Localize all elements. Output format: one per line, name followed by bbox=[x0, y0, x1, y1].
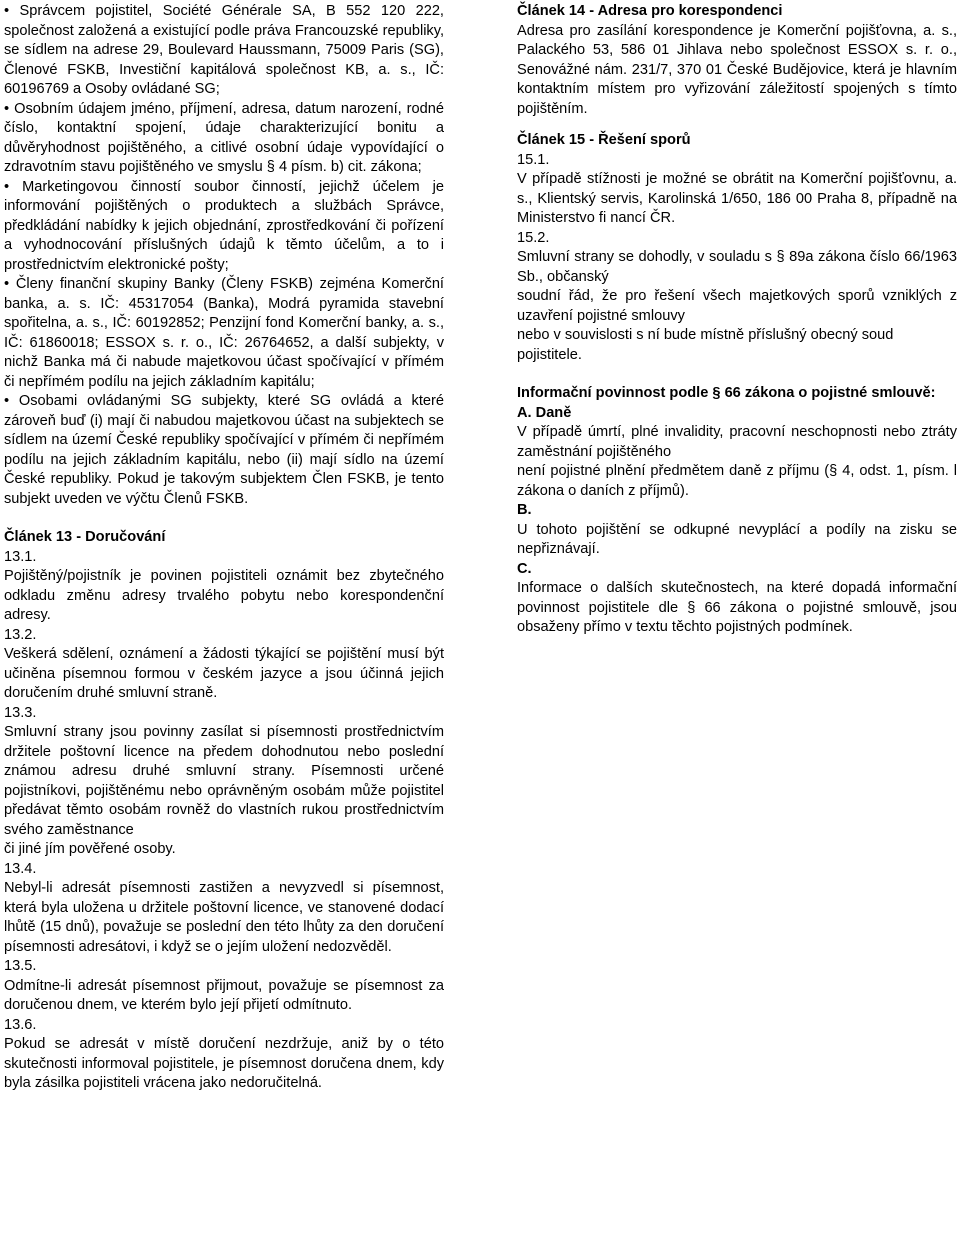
section-number: 13.4. bbox=[4, 860, 37, 877]
section-text: V případě stížnosti je možné se obrátit na Komerční pojišťovnu, a. s., Klientský servis, Karolinská 1/650, 186 00 Praha 8, případně na Ministerstvo fi nancí ČR. bbox=[517, 171, 957, 226]
article-15-heading: Článek 15 - Řešení sporů bbox=[517, 132, 691, 148]
section-number: 13.6. bbox=[4, 1016, 37, 1033]
section-text: či jiné jím pověřené osoby. bbox=[4, 841, 176, 857]
taxes-label: A. Daně bbox=[517, 404, 572, 421]
section-number: 15.2. bbox=[517, 229, 550, 246]
point-b-text: U tohoto pojištění se odkupné nevyplácí a podíly na zisku se nepřiznávají. bbox=[517, 521, 957, 557]
section-number: 13.5. bbox=[4, 958, 37, 974]
section-text: Smluvní strany se dohodly, v souladu s § 89a zákona číslo 66/1963 Sb., občanský bbox=[517, 249, 957, 285]
article-13-heading: Článek 13 - Doručování bbox=[4, 529, 166, 545]
definition-controller: • Správcem pojistitel, Société Générale SA, B 552 120 222, společnost založená a existující podle práva Francouzské republiky, se sídlem na adrese 29, Boulevard Haussmann, 75009 Paris (SG), Členové FSKB, Investiční kapitálová společnost KB, a. s., IČ: 60196769 a Osoby ovládané SG; bbox=[4, 3, 444, 97]
section-text: Pokud se adresát v místě doručení nezdržuje, aniž by o této skutečnosti informoval pojistitele, je písemnost doručena dnem, kdy byla zásilka pojistiteli vrácena jako nedoručitelná. bbox=[4, 1036, 444, 1091]
definition-fskb-members: • Členy finanční skupiny Banky (Členy FSKB) zejména Komerční banka, a. s. IČ: 45317054 (Banka), Modrá pyramida stavební spořitelna, a. s., IČ: 60192852; Penzijní fond Komerční banky, a. s., IČ: 61860018; ESSOX s. r. o., IČ: 26764652, a další subjekty, v nichž Banka má či nabude majetkovou účast spočívající v přímém či nepřímém podílu na jejich základním kapitálu; bbox=[4, 276, 444, 390]
section-number: 13.3. bbox=[4, 704, 37, 721]
point-b-label: B. bbox=[517, 502, 532, 518]
right-column bbox=[517, 2, 957, 638]
info-duty-heading: Informační povinnost podle § 66 zákona o pojistné smlouvě: bbox=[517, 385, 936, 401]
definition-personal-data: • Osobním údajem jméno, příjmení, adresa, datum narození, rodné číslo, kontaktní spojení, údaje charakterizující bonitu a důvěryhodnost pojištěného, a citlivé osobní údaje vypovídající o zdravotním stavu pojištěného ve smyslu § 4 písm. b) cit. zákona; bbox=[4, 100, 444, 175]
section-text: soudní řád, že pro řešení všech majetkových sporů vzniklých z uzavření pojistné smlouvy bbox=[517, 288, 957, 324]
section-text: Pojištěný/pojistník je povinen pojistiteli oznámit bez zbytečného odkladu změnu adresy trvalého pobytu nebo korespondenční adresy. bbox=[4, 568, 444, 623]
section-text: Nebyl-li adresát písemnosti zastižen a nevyzvedl si písemnost, která byla uložena u držitele poštovní licence, ve stanovené dodací lhůtě (15 dnů), považuje se poslední den této lhůty za den doručení písemnosti adresátovi, i když se o jejím uložení nedozvěděl. bbox=[4, 880, 444, 955]
taxes-text: V případě úmrtí, plné invalidity, pracovní neschopnosti nebo ztráty zaměstnání pojištěného bbox=[517, 424, 957, 460]
section-number: 13.1. bbox=[4, 548, 37, 565]
article-14-text: Adresa pro zasílání korespondence je Komerční pojišťovna, a. s., Palackého 53, 586 01 Jihlava nebo společnost ESSOX s. r. o., Senovážné nám. 231/7, 370 01 České Budějovice, která je hlavním kontaktním místem pro vyřizování záležitostí spojených s tímto pojištěním. bbox=[517, 22, 957, 117]
section-text: Smluvní strany jsou povinny zasílat si písemnosti prostřednictvím držitele poštovní licence na předem dohodnutou nebo poslední známou adresu druhé smluvní strany. Písemnosti určené pojistníkovi, pojištěnému nebo oprávněným osobám může pojistitel předávat těmto osobám rovněž do vlastních rukou prostřednictvím svého zaměstnance bbox=[4, 724, 444, 838]
definition-sg-controlled: • Osobami ovládanými SG subjekty, které SG ovládá a které zároveň buď (i) mají či nabudou majetkovou účast na subjektech se sídlem na území České republiky spočívající v přímém či nepřímém podílu na jejich základním kapitálu, nebo (ii) mají sídlo na území České republiky. Pokud je takovým subjektem Člen FSKB, je tento subjekt uveden ve výčtu Členů FSKB. bbox=[4, 393, 444, 507]
point-c-text: Informace o dalších skutečnostech, na které dopadá informační povinnost pojistitele dle § 66 zákona o pojistné smlouvě, jsou obsaženy přímo v textu těchto pojistných podmínek. bbox=[517, 580, 957, 635]
section-number: 15.1. bbox=[517, 151, 550, 168]
definition-marketing: • Marketingovou činností soubor činností, jejichž účelem je informování pojištěných o produktech a službách Správce, předkládání nabídky k jejich objednání, zprostředkování či pořízení a vyhodnocování příslušných údajů k těmto účelům, a to i prostřednictvím elektronické pošty; bbox=[4, 178, 444, 273]
left-column bbox=[4, 2, 444, 1094]
section-text: Veškerá sdělení, oznámení a žádosti týkající se pojištění musí být učiněna písemnou formou v českém jazyce a jsou účinná jejich doručením druhé smluvní straně. bbox=[4, 646, 444, 701]
taxes-text-2: není pojistné plnění předmětem daně z příjmu (§ 4, odst. 1, písm. l zákona o daních z příjmů). bbox=[517, 463, 957, 499]
section-text: nebo v souvislosti s ní bude místně příslušný obecný soud pojistitele. bbox=[517, 327, 894, 363]
article-14-heading: Článek 14 - Adresa pro korespondenci bbox=[517, 3, 783, 19]
section-number: 13.2. bbox=[4, 626, 37, 643]
section-text: Odmítne-li adresát písemnost přijmout, považuje se písemnost za doručenou dnem, ve kterém bylo její přijetí odmítnuto. bbox=[4, 977, 444, 1013]
point-c-label: C. bbox=[517, 560, 532, 577]
